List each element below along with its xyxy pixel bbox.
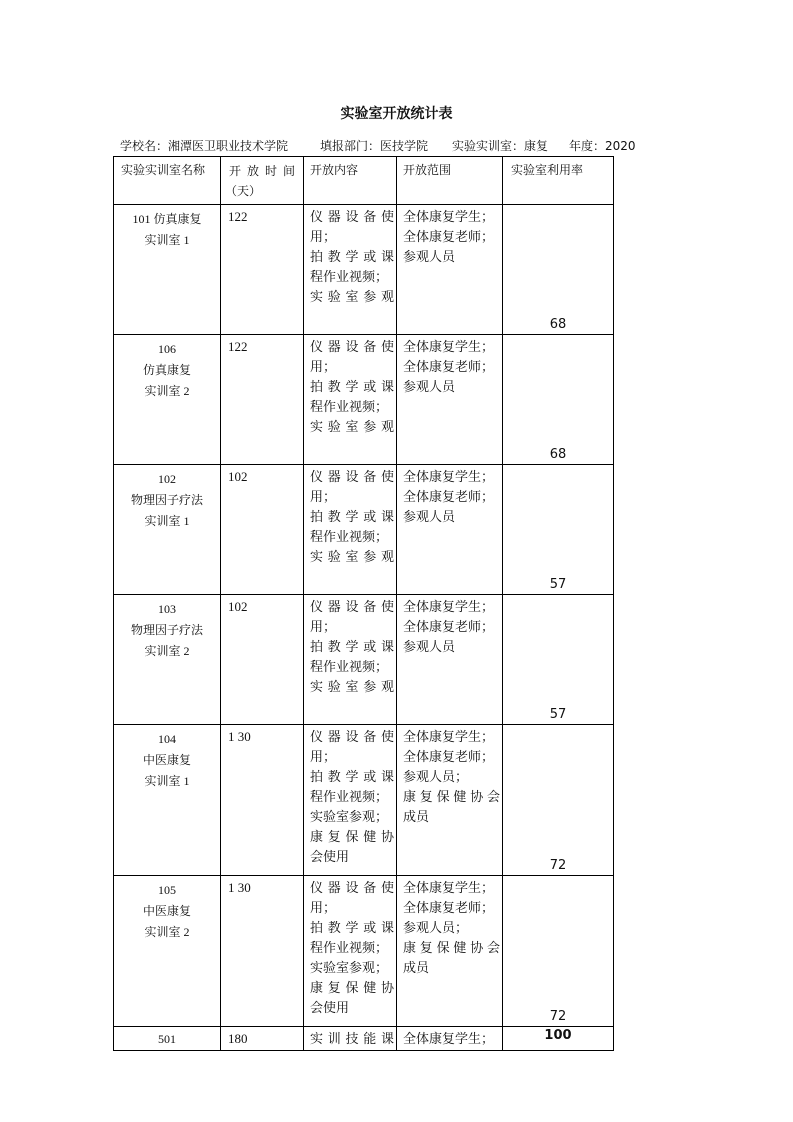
open-content-line: 康复保健协 xyxy=(310,981,394,996)
open-content-line: 用； xyxy=(310,620,337,635)
lab-name: 实验实训室：康复 xyxy=(452,139,549,153)
lab-name-line: 实训室 1 xyxy=(144,233,190,247)
header-open-time xyxy=(221,157,304,205)
lab-name-cell xyxy=(114,725,221,876)
table-row xyxy=(114,725,614,876)
open-scope-cell xyxy=(397,595,503,725)
lab-name-cell xyxy=(114,876,221,1027)
lab-name-cell xyxy=(114,1027,221,1051)
utilization-rate-cell xyxy=(503,465,614,595)
open-content-line: 拍教学或课 xyxy=(310,770,394,785)
open-scope-line: 全体康复老师； xyxy=(403,901,495,916)
lab-name-line: 104 xyxy=(158,732,176,746)
open-content-line: 仪器设备使 xyxy=(310,881,394,896)
lab-name-cell xyxy=(114,205,221,335)
open-scope-line: 康复保健协会 xyxy=(403,790,500,805)
header-name: 实验实训室名称 xyxy=(114,157,221,205)
header-open-time-line1: 开放时间 xyxy=(229,164,295,178)
lab-name-line: 实训室 2 xyxy=(144,925,190,939)
header-open-time-line2: （天） xyxy=(225,184,262,198)
open-scope-line: 康复保健协会 xyxy=(403,941,500,956)
open-scope-line: 参观人员 xyxy=(403,380,456,395)
lab-name-cell xyxy=(114,595,221,725)
open-scope-line: 参观人员； xyxy=(403,921,469,936)
lab-name-line: 102 xyxy=(158,472,176,486)
open-scope-cell xyxy=(397,465,503,595)
open-content-line: 会使用 xyxy=(310,850,350,865)
header-rate: 实验室利用率 xyxy=(503,157,614,205)
table-row xyxy=(114,465,614,595)
open-scope-cell xyxy=(397,1027,503,1051)
utilization-rate-cell xyxy=(503,335,614,465)
lab-name-cell xyxy=(114,465,221,595)
open-content-line: 仪器设备使 xyxy=(310,470,394,485)
open-days-cell: 102 xyxy=(221,465,304,595)
open-content-line: 拍教学或课 xyxy=(310,250,394,265)
open-content-line: 实验室参观； xyxy=(310,961,389,976)
open-scope-line: 参观人员； xyxy=(403,770,469,785)
lab-name-line: 501 xyxy=(158,1032,176,1046)
form-meta xyxy=(120,137,636,154)
open-content-cell xyxy=(304,205,397,335)
open-scope-line: 全体康复学生； xyxy=(403,210,495,225)
header-scope: 开放范围 xyxy=(397,157,503,205)
lab-name-line: 实训室 1 xyxy=(144,514,190,528)
utilization-rate-value: 57 xyxy=(549,707,567,722)
open-content-line: 用； xyxy=(310,750,337,765)
lab-statistics-table xyxy=(113,156,614,1051)
utilization-rate-cell xyxy=(503,876,614,1027)
open-content-line: 拍教学或课 xyxy=(310,921,394,936)
open-scope-line: 全体康复老师； xyxy=(403,360,495,375)
year: 年度：2020 xyxy=(569,139,636,153)
open-scope-line: 参观人员 xyxy=(403,250,456,265)
open-scope-line: 全体康复学生； xyxy=(403,730,495,745)
open-content-line: 会使用 xyxy=(310,1001,350,1016)
table-row xyxy=(114,335,614,465)
open-scope-line: 全体康复老师； xyxy=(403,490,495,505)
open-content-line: 实训技能课 xyxy=(310,1032,394,1047)
utilization-rate-cell xyxy=(503,725,614,876)
open-content-cell xyxy=(304,335,397,465)
lab-name-line: 实训室 2 xyxy=(144,644,190,658)
open-content-cell xyxy=(304,595,397,725)
lab-name-line: 物理因子疗法 xyxy=(130,623,203,637)
open-content-line: 实验室参观 xyxy=(310,420,394,435)
open-scope-cell xyxy=(397,335,503,465)
open-content-line: 实验室参观 xyxy=(310,680,394,695)
open-days-cell: 1 30 xyxy=(221,876,304,1027)
open-scope-line: 全体康复老师； xyxy=(403,230,495,245)
lab-name-line: 实训室 1 xyxy=(144,774,190,788)
lab-name-cell xyxy=(114,335,221,465)
utilization-rate-value: 72 xyxy=(549,1009,567,1024)
utilization-rate-value: 68 xyxy=(549,447,567,462)
utilization-rate-cell xyxy=(503,1027,614,1051)
utilization-rate-value: 100 xyxy=(544,1028,572,1043)
open-scope-line: 全体康复老师； xyxy=(403,750,495,765)
open-days-cell: 122 xyxy=(221,205,304,335)
open-scope-line: 成员 xyxy=(403,810,430,825)
lab-name-line: 中医康复 xyxy=(142,904,191,918)
department: 填报部门：医技学院 xyxy=(320,139,429,153)
open-content-line: 仪器设备使 xyxy=(310,340,394,355)
lab-name-line: 中医康复 xyxy=(142,753,191,767)
open-content-line: 实验室参观 xyxy=(310,290,394,305)
lab-name-line: 101 仿真康复 xyxy=(132,212,202,226)
open-scope-line: 全体康复学生； xyxy=(403,1032,495,1047)
open-days-cell: 180 xyxy=(221,1027,304,1051)
open-scope-line: 参观人员 xyxy=(403,640,456,655)
school-name: 学校名：湘潭医卫职业技术学院 xyxy=(120,139,289,153)
utilization-rate-value: 68 xyxy=(549,317,567,332)
open-scope-line: 全体康复学生； xyxy=(403,881,495,896)
open-content-line: 程作业视频； xyxy=(310,660,389,675)
open-content-line: 康复保健协 xyxy=(310,830,394,845)
table-row xyxy=(114,1027,614,1051)
open-scope-line: 全体康复老师； xyxy=(403,620,495,635)
open-content-line: 仪器设备使 xyxy=(310,210,394,225)
open-content-line: 拍教学或课 xyxy=(310,640,394,655)
lab-name-line: 仿真康复 xyxy=(142,363,191,377)
table-row xyxy=(114,876,614,1027)
open-scope-line: 参观人员 xyxy=(403,510,456,525)
utilization-rate-cell xyxy=(503,595,614,725)
open-scope-cell xyxy=(397,725,503,876)
page-title: 实验室开放统计表 xyxy=(340,106,453,122)
table-row xyxy=(114,595,614,725)
open-content-line: 程作业视频； xyxy=(310,270,389,285)
open-scope-line: 全体康复学生； xyxy=(403,600,495,615)
utilization-rate-value: 57 xyxy=(549,577,567,592)
open-content-line: 程作业视频； xyxy=(310,941,389,956)
open-scope-line: 成员 xyxy=(403,961,430,976)
open-scope-line: 全体康复学生； xyxy=(403,470,495,485)
lab-name-line: 实训室 2 xyxy=(144,384,190,398)
open-content-line: 程作业视频； xyxy=(310,400,389,415)
open-content-cell xyxy=(304,725,397,876)
open-scope-line: 全体康复学生； xyxy=(403,340,495,355)
table-header-row xyxy=(114,157,614,205)
open-content-line: 仪器设备使 xyxy=(310,730,394,745)
open-days-cell: 1 30 xyxy=(221,725,304,876)
open-content-line: 程作业视频； xyxy=(310,790,389,805)
utilization-rate-value: 72 xyxy=(549,858,567,873)
open-days-cell: 102 xyxy=(221,595,304,725)
lab-name-line: 103 xyxy=(158,602,176,616)
open-content-line: 用； xyxy=(310,490,337,505)
open-content-cell xyxy=(304,1027,397,1051)
lab-name-line: 106 xyxy=(158,342,176,356)
open-content-line: 仪器设备使 xyxy=(310,600,394,615)
open-content-cell xyxy=(304,876,397,1027)
header-content: 开放内容 xyxy=(304,157,397,205)
open-scope-cell xyxy=(397,876,503,1027)
open-content-line: 用； xyxy=(310,230,337,245)
open-content-line: 程作业视频； xyxy=(310,530,389,545)
lab-name-line: 物理因子疗法 xyxy=(130,493,203,507)
lab-name-line: 105 xyxy=(158,883,176,897)
open-content-cell xyxy=(304,465,397,595)
open-content-line: 用； xyxy=(310,360,337,375)
open-content-line: 拍教学或课 xyxy=(310,510,394,525)
table-row xyxy=(114,205,614,335)
utilization-rate-cell xyxy=(503,205,614,335)
open-content-line: 拍教学或课 xyxy=(310,380,394,395)
open-content-line: 实验室参观 xyxy=(310,550,394,565)
open-content-line: 用； xyxy=(310,901,337,916)
open-days-cell: 122 xyxy=(221,335,304,465)
open-scope-cell xyxy=(397,205,503,335)
open-content-line: 实验室参观； xyxy=(310,810,389,825)
